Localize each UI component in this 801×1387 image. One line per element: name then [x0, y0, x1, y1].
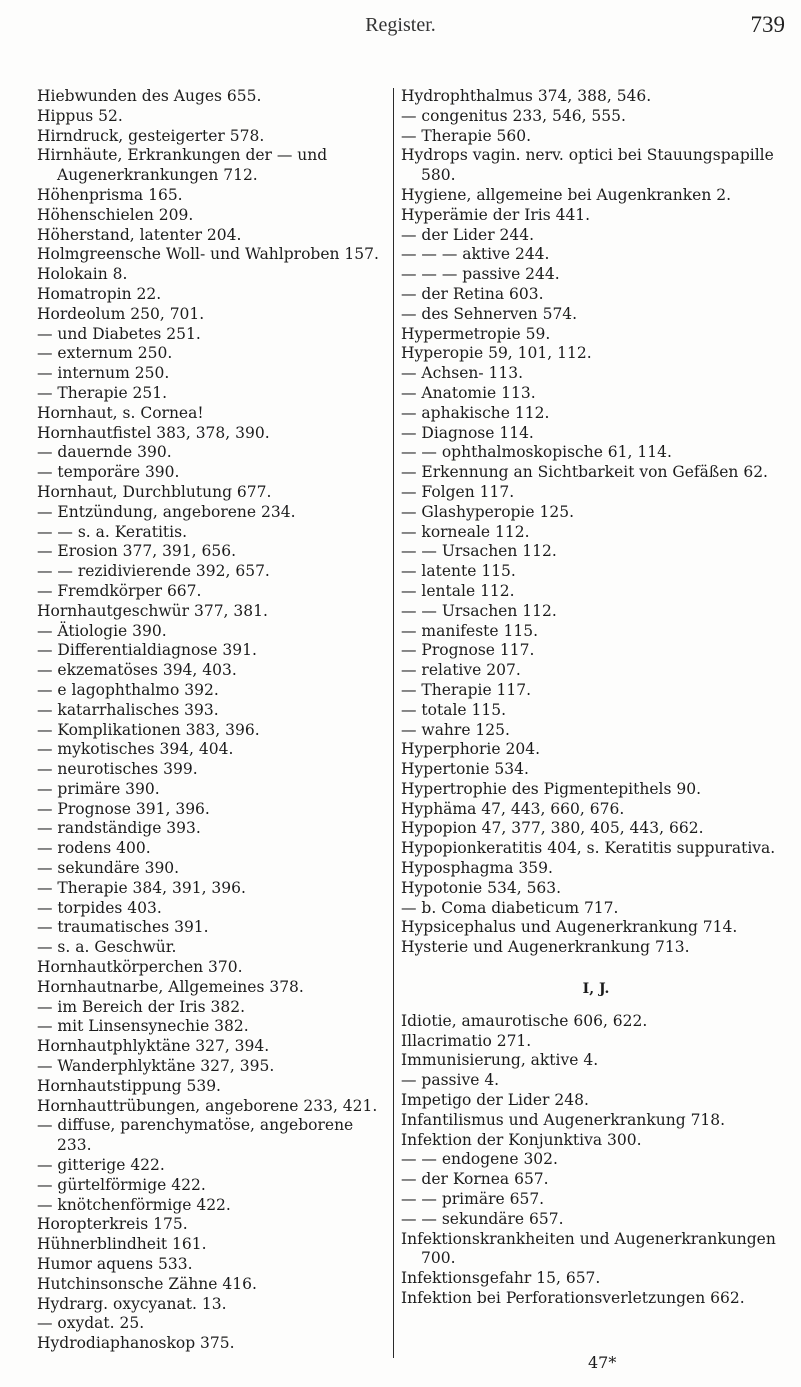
index-entry: Hypsicephalus und Augenerkrankung 714. [401, 918, 738, 937]
index-entry: Immunisierung, aktive 4. [401, 1051, 599, 1070]
index-entry: — der Retina 603. [401, 284, 544, 303]
index-entry: — e lagophthalmo 392. [37, 680, 219, 699]
index-entry: — traumatisches 391. [37, 918, 209, 937]
index-entry: Hydrodiaphanoskop 375. [37, 1334, 235, 1353]
index-entry: — Glashyperopie 125. [401, 502, 575, 521]
index-entry: — mykotisches 394, 404. [37, 740, 234, 759]
index-entry: — Entzündung, angeborene 234. [37, 502, 296, 521]
index-entry: — Anatomie 113. [401, 383, 536, 402]
index-entry: — Erosion 377, 391, 656. [37, 542, 237, 561]
index-entry: Idiotie, amaurotische 606, 622. [401, 1011, 648, 1030]
index-entry: — und Diabetes 251. [37, 324, 201, 343]
index-entry: Impetigo der Lider 248. [401, 1091, 589, 1110]
index-entry: — Prognose 117. [401, 641, 535, 660]
index-entry: — manifeste 115. [401, 621, 539, 640]
index-entry: — temporäre 390. [37, 463, 180, 482]
index-entry: Hydrops vagin. nerv. optici bei Stauungspapille 580. [401, 146, 774, 185]
page-number: 739 [750, 12, 785, 37]
index-entry: Hiebwunden des Auges 655. [37, 87, 262, 105]
index-entry: — der Kornea 657. [401, 1170, 549, 1189]
index-entry: — der Lider 244. [401, 225, 535, 244]
index-entry: Hypopionkeratitis 404, s. Keratitis suppurativa. [401, 839, 776, 858]
index-entry: Hornhautkörperchen 370. [37, 958, 243, 977]
index-column-right [401, 87, 791, 1309]
index-entry: — Therapie 117. [401, 680, 532, 699]
index-entry: Holmgreensche Woll- und Wahlproben 157. [37, 245, 379, 264]
index-entry: Hirnhäute, Erkrankungen der — und Augenerkrankungen 712. [37, 146, 328, 185]
index-entry: Hutchinsonsche Zähne 416. [37, 1274, 257, 1293]
index-entry: — mit Linsensynechie 382. [37, 1017, 249, 1036]
index-entry: Hyperphorie 204. [401, 740, 540, 759]
index-entry: Infektionskrankheiten und Augenerkrankungen 700. [401, 1229, 776, 1268]
index-entry: Höhenprisma 165. [37, 185, 183, 204]
index-entry: — Achsen- 113. [401, 364, 524, 383]
index-entry: Humor aquens 533. [37, 1255, 193, 1274]
index-entry: Höhenschielen 209. [37, 205, 194, 224]
index-entry: — gürtelförmige 422. [37, 1175, 206, 1194]
index-entry: — Therapie 251. [37, 383, 168, 402]
index-entry: — sekundäre 390. [37, 859, 180, 878]
index-entry: — — rezidivierende 392, 657. [37, 562, 270, 581]
index-entry: — aphakische 112. [401, 403, 550, 422]
index-entry: — lentale 112. [401, 581, 515, 600]
index-entry: — — — passive 244. [401, 265, 560, 284]
index-entry: — totale 115. [401, 700, 507, 719]
index-entry: Holokain 8. [37, 265, 128, 284]
index-entry: — im Bereich der Iris 382. [37, 997, 246, 1016]
index-entry: — randständige 393. [37, 819, 201, 838]
index-entry: — latente 115. [401, 562, 516, 581]
index-entry: — Therapie 384, 391, 396. [37, 878, 246, 897]
index-entry: — diffuse, parenchymatöse, angeborene 233. [37, 1116, 354, 1155]
index-entry: — dauernde 390. [37, 443, 172, 462]
index-entry: Hühnerblindheit 161. [37, 1235, 207, 1254]
index-entry: Hygiene, allgemeine bei Augenkranken 2. [401, 185, 732, 204]
index-entry: — — endogene 302. [401, 1150, 558, 1169]
signature-mark: 47* [588, 1353, 617, 1372]
section-heading: I, J. [582, 981, 610, 998]
index-entry: Hypertrophie des Pigmentepithels 90. [401, 779, 702, 798]
index-entry: — Wanderphlyktäne 327, 395. [37, 1057, 275, 1076]
page-header-title: Register. [365, 14, 436, 36]
index-entry: — Erkennung an Sichtbarkeit von Gefäßen 62. [401, 463, 768, 482]
index-entry: — — — aktive 244. [401, 245, 550, 264]
index-entry: Höherstand, latenter 204. [37, 225, 242, 244]
index-entry: — congenitus 233, 546, 555. [401, 106, 626, 125]
index-entry: Hordeolum 250, 701. [37, 304, 205, 323]
index-entry: Hippus 52. [37, 106, 123, 125]
index-entry: Hydrarg. oxycyanat. 13. [37, 1294, 227, 1313]
index-entry: Homatropin 22. [37, 284, 162, 303]
index-entry: Hypotonie 534, 563. [401, 878, 562, 897]
index-entry: — Diagnose 114. [401, 423, 534, 442]
index-entry: — ekzematöses 394, 403. [37, 661, 237, 680]
index-entry: — passive 4. [401, 1071, 500, 1090]
index-entry: — Fremdkörper 667. [37, 581, 202, 600]
index-column-left [37, 87, 390, 1354]
index-entry: — Therapie 560. [401, 126, 532, 145]
index-entry: — Ätiologie 390. [37, 621, 167, 640]
index-entry: Hyperämie der Iris 441. [401, 205, 591, 224]
index-entry: — wahre 125. [401, 720, 510, 739]
index-entry: Hyposphagma 359. [401, 859, 553, 878]
index-entry: — Folgen 117. [401, 482, 515, 501]
index-entry: Illacrimatio 271. [401, 1031, 532, 1050]
index-entry: Hyperopie 59, 101, 112. [401, 344, 592, 363]
index-entry: Hysterie und Augenerkrankung 713. [401, 938, 690, 957]
index-entry: — b. Coma diabeticum 717. [401, 898, 619, 917]
index-entries-h [401, 87, 791, 958]
index-entry: Hornhaut, s. Cornea! [37, 403, 204, 422]
index-entry: — primäre 390. [37, 779, 160, 798]
index-entry: — rodens 400. [37, 839, 151, 858]
index-entry: Horopterkreis 175. [37, 1215, 188, 1234]
index-entry: Hypopion 47, 377, 380, 405, 443, 662. [401, 819, 704, 838]
index-entry: — externum 250. [37, 344, 173, 363]
index-entries-i [401, 1012, 791, 1309]
index-entry: — knötchenförmige 422. [37, 1195, 231, 1214]
index-entry: Hirndruck, gesteigerter 578. [37, 126, 265, 145]
index-entry: Hydrophthalmus 374, 388, 546. [401, 87, 652, 105]
index-entry: — — s. a. Keratitis. [37, 522, 187, 541]
index-entry: Hornhauttrübungen, angeborene 233, 421. [37, 1096, 378, 1115]
index-entry: — — sekundäre 657. [401, 1209, 564, 1228]
index-entry: Hornhautstippung 539. [37, 1076, 221, 1095]
index-entry: Infektion bei Perforationsverletzungen 662. [401, 1289, 745, 1308]
index-entry: Hornhautnarbe, Allgemeines 378. [37, 977, 304, 996]
index-entry: — des Sehnerven 574. [401, 304, 578, 323]
index-entry: — neurotisches 399. [37, 760, 198, 779]
index-entry: Hornhautphlyktäne 327, 394. [37, 1037, 270, 1056]
index-entry: Hornhautfistel 383, 378, 390. [37, 423, 270, 442]
index-entry: — katarrhalisches 393. [37, 700, 219, 719]
index-entry: — — ophthalmoskopische 61, 114. [401, 443, 672, 462]
index-entry: — Prognose 391, 396. [37, 799, 210, 818]
index-entry: Hypermetropie 59. [401, 324, 551, 343]
index-entry: Infektion der Konjunktiva 300. [401, 1130, 642, 1149]
index-entry: Infektionsgefahr 15, 657. [401, 1269, 601, 1288]
index-entry: Hypertonie 534. [401, 760, 529, 779]
index-entry: — — Ursachen 112. [401, 601, 557, 620]
index-entry: — Differentialdiagnose 391. [37, 641, 257, 660]
index-entry: — — Ursachen 112. [401, 542, 557, 561]
index-entry: Hyphäma 47, 443, 660, 676. [401, 799, 625, 818]
index-entry: — gitterige 422. [37, 1156, 165, 1175]
index-entry: — s. a. Geschwür. [37, 938, 177, 957]
column-divider [393, 88, 394, 1358]
index-entry: Infantilismus und Augenerkrankung 718. [401, 1110, 726, 1129]
index-entry: — Komplikationen 383, 396. [37, 720, 260, 739]
index-entry: Hornhautgeschwür 377, 381. [37, 601, 268, 620]
index-entry: — oxydat. 25. [37, 1314, 145, 1333]
index-entry: — internum 250. [37, 364, 170, 383]
index-entry: — — primäre 657. [401, 1190, 545, 1209]
index-entry: Hornhaut, Durchblutung 677. [37, 482, 272, 501]
index-entry: — torpides 403. [37, 898, 162, 917]
index-entry: — korneale 112. [401, 522, 530, 541]
index-entry: — relative 207. [401, 661, 521, 680]
